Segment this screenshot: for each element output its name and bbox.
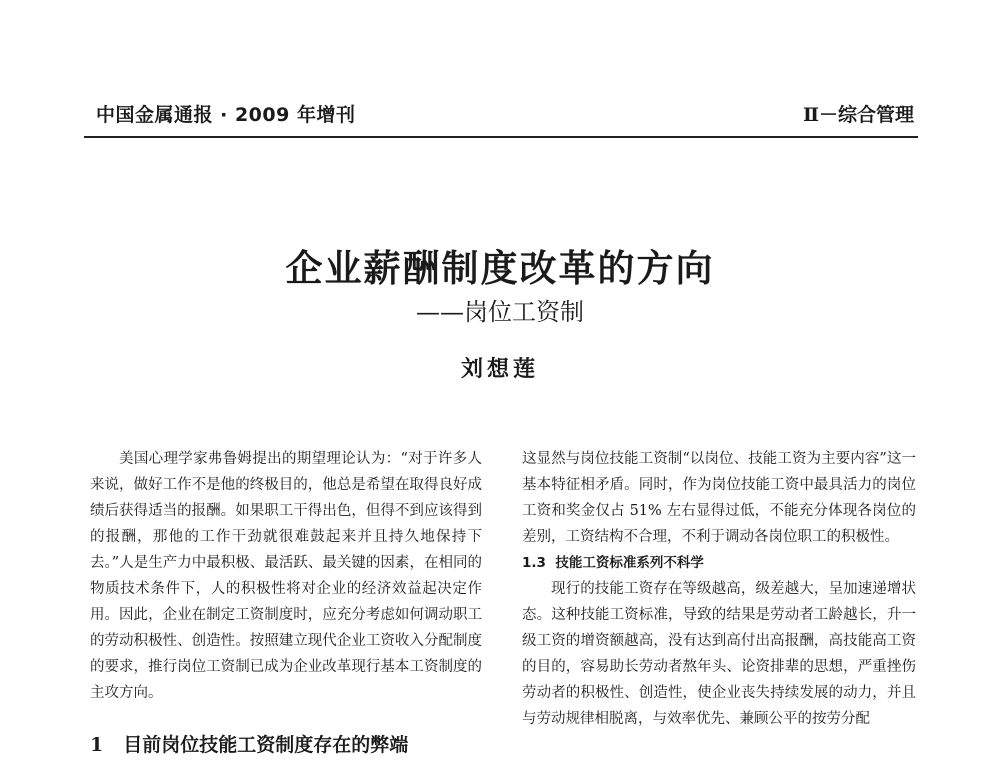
section-header: Ⅱ－综合管理 xyxy=(802,104,914,126)
intro-paragraph: 美国心理学家弗鲁姆提出的期望理论认为：“对于许多人来说，做好工作不是他的终极目的，他总是希望在取得良好成绩后获得适当的报酬。如果职工干得出色，但得不到应该得到的报酬，那他的工作干劲就很难鼓起来并且持久地保持下去。”人是生产力中最积极、最活跃、最关键的因素，在相同的物质技术条件下，人的积极性将对企业的经济效益起决定作用。因此，企业在制定工资制度时，应充分考虑如何调动职工的劳动积极性、创造性。按照建立现代企业工资收入分配制度的要求，推行岗位工资制已成为企业改革现行基本工资制度的主攻方向。 xyxy=(90,451,482,701)
header-divider xyxy=(84,136,918,138)
article-title: 企业薪酬制度改革的方向 xyxy=(285,247,715,290)
subsection-paragraph: 现行的技能工资存在等级越高，级差越大，呈加速递增状态。这种技能工资标准，导致的结果是劳动者工龄越长，升一级工资的增资额越高，没有达到高付出高报酬，高技能高工资的目的，容易助长劳动者熬年头、论资排辈的思想，严重挫伤劳动者的积极性、创造性，使企业丧失持续发展的动力，并且与劳动规律相脱离，与效率优先、兼顾公平的按劳分配 xyxy=(522,581,916,727)
left-column xyxy=(90,446,482,706)
subsection-title: 技能工资标准系列不科学 xyxy=(555,555,704,571)
right-column xyxy=(522,446,916,732)
article-subtitle: ——岗位工资制 xyxy=(416,298,584,326)
continued-paragraph: 这显然与岗位技能工资制“以岗位、技能工资为主要内容”这一基本特征相矛盾。同时，作为岗位技能工资中最具活力的岗位工资和奖金仅占 51% 左右显得过低，不能充分体现各岗位的差别，工资结构不合理，不利于调动各岗位职工的积极性。 xyxy=(522,451,916,545)
section-1-number: 1 xyxy=(90,734,104,756)
section-1-title: 目前岗位技能工资制度存在的弊端 xyxy=(123,734,409,756)
subsection-number: 1.3 xyxy=(522,555,546,571)
journal-header: 中国金属通报 · 2009 年增刊 xyxy=(96,104,356,126)
section-1-heading xyxy=(90,730,408,757)
subsection-1-3-heading xyxy=(522,550,916,576)
article-author: 刘想莲 xyxy=(460,356,539,382)
